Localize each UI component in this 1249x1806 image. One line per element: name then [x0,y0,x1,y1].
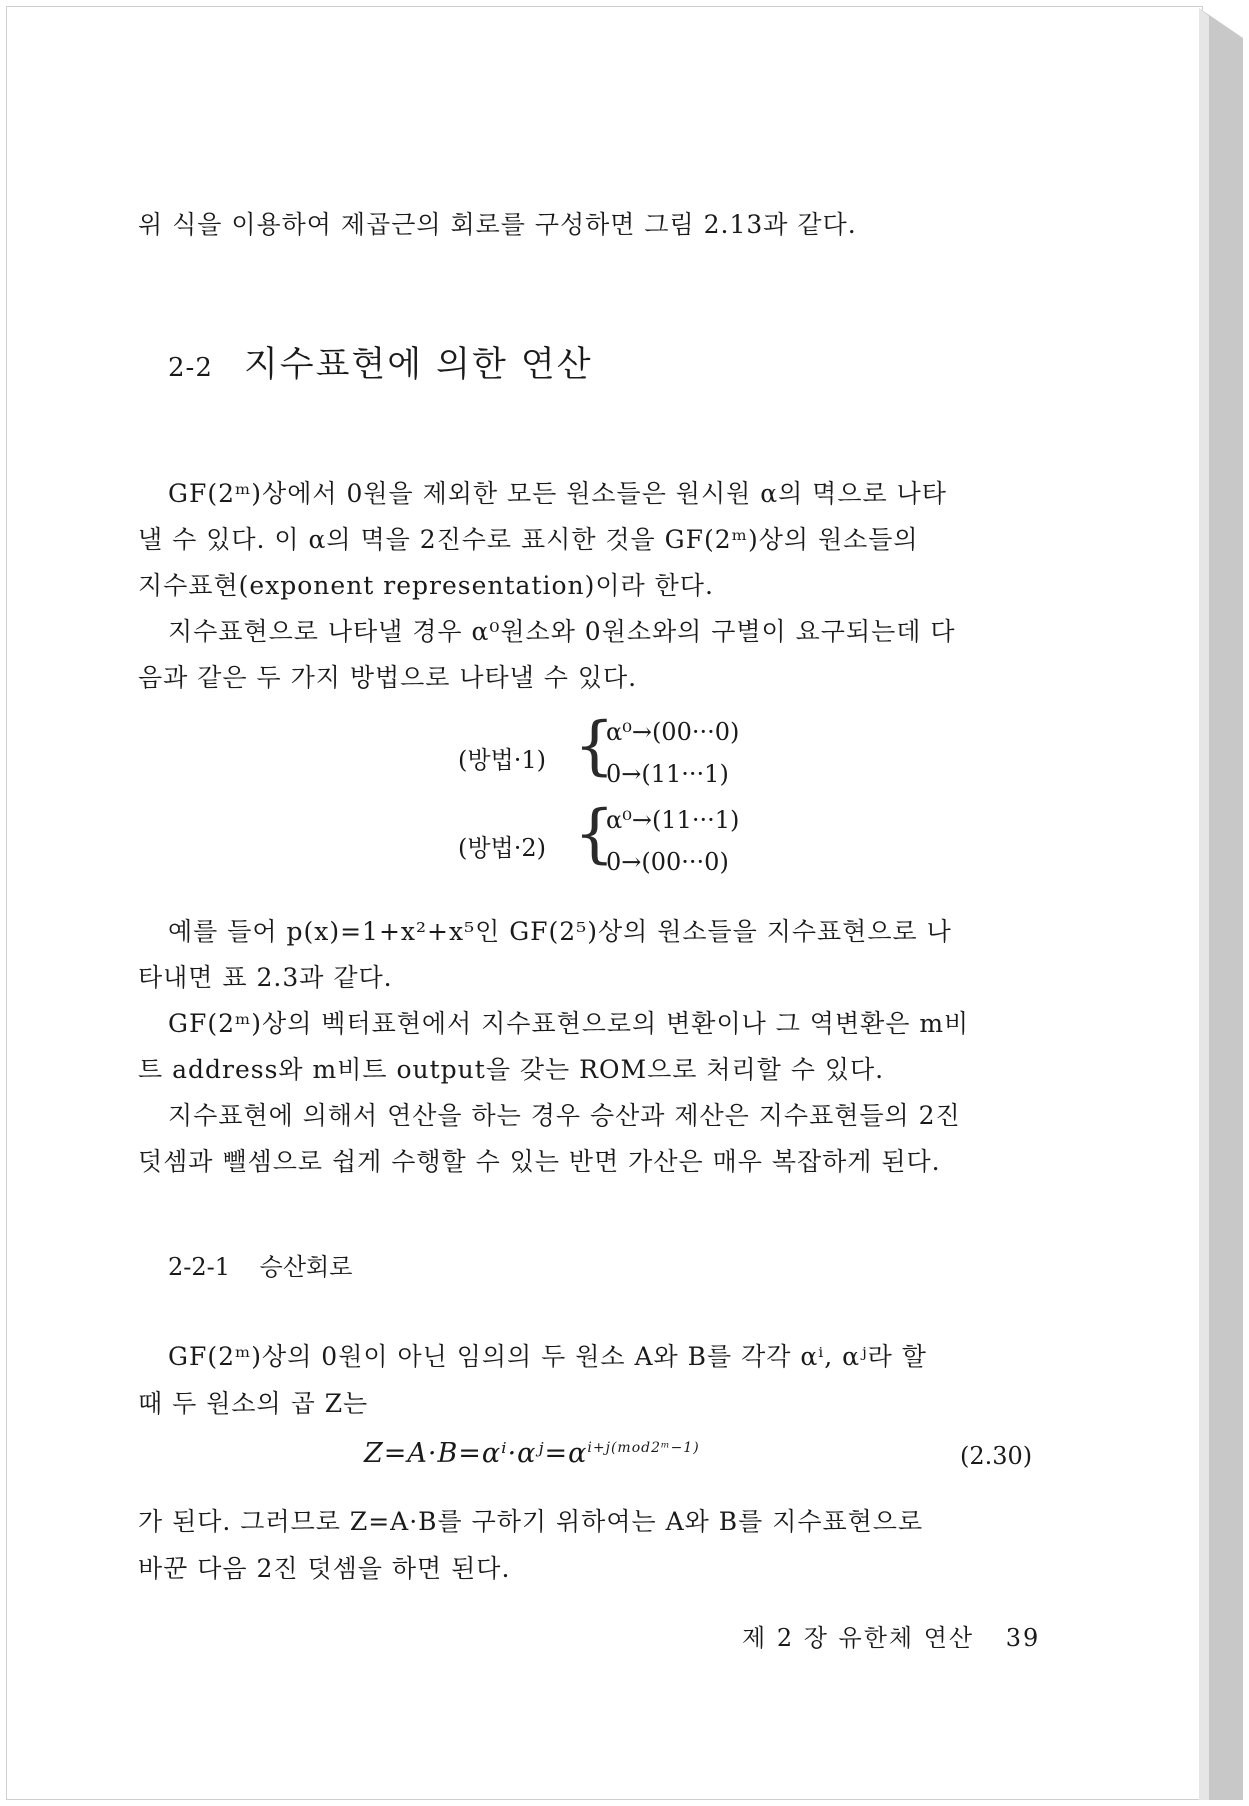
subsection-number: 2-2-1 [168,1253,231,1281]
chapter-title: 제 2 장 유한체 연산 [742,1624,975,1652]
paragraph-line: GF(2ᵐ)상의 0원이 아닌 임의의 두 원소 A와 B를 각각 αⁱ, αʲ라 할 [168,1342,927,1371]
paragraph-line: 지수표현에 의해서 연산을 하는 경우 승산과 제산은 지수표현들의 2진 [168,1101,961,1130]
method-label: (방법·1) [458,746,546,774]
paragraph-line: GF(2ᵐ)상의 벡터표현에서 지수표현으로의 변환이나 그 역변환은 m비 [168,1009,970,1038]
left-brace: { [574,709,615,783]
subsection-title: 승산회로 [259,1253,353,1281]
paragraph-line: 트 address와 m비트 output을 갖는 ROM으로 처리할 수 있다. [138,1055,885,1084]
method-line: 0→(11···1) [606,760,729,788]
equation [364,1438,700,1469]
method-line: α⁰→(00···0) [606,718,740,746]
paragraph-line: GF(2ᵐ)상에서 0원을 제외한 모든 원소들은 원시원 α의 멱으로 나타 [168,479,947,508]
paragraph-line: 지수표현으로 나타낼 경우 α⁰원소와 0원소와의 구별이 요구되는데 다 [168,617,956,646]
paragraph-line: 가 된다. 그러므로 Z=A·B를 구하기 위하여는 A와 B를 지수표현으로 [138,1507,924,1536]
paragraph-line: 낼 수 있다. 이 α의 멱을 2진수로 표시한 것을 GF(2ᵐ)상의 원소들의 [138,525,919,554]
method-line: 0→(00···0) [606,848,729,876]
paragraph-line: 지수표현(exponent representation)이라 한다. [138,571,714,600]
paragraph-line: 예를 들어 p(x)=1+x²+x⁵인 GF(2⁵)상의 원소들을 지수표현으로 나 [168,917,952,946]
paragraph-line: 때 두 원소의 곱 Z는 [138,1389,369,1418]
equation-exponent: i+j(mod2ᵐ−1) [587,1440,700,1456]
section-title: 지수표현에 의한 연산 [243,345,593,385]
page-edge-shadow [1199,8,1243,1800]
method-line: α⁰→(11···1) [606,806,740,834]
paragraph-line: 덧셈과 뺄셈으로 쉽게 수행할 수 있는 반면 가산은 매우 복잡하게 된다. [138,1147,941,1176]
page-number: 39 [1005,1624,1041,1652]
footer [742,1618,1040,1653]
equation-number: (2.30) [960,1442,1033,1470]
paragraph-line: 타내면 표 2.3과 같다. [138,963,393,992]
subsection-heading [168,1247,352,1282]
equation-body: Z=A·B=αⁱ·αʲ=α [364,1438,588,1469]
method-label: (방법·2) [458,834,546,862]
section-heading [168,337,593,387]
paragraph-line: 음과 같은 두 가지 방법으로 나타낼 수 있다. [138,663,638,692]
section-number: 2-2 [168,353,213,383]
intro-text: 위 식을 이용하여 제곱근의 회로를 구성하면 그림 2.13과 같다. [138,210,857,239]
left-brace: { [574,797,615,871]
paragraph-line: 바꾼 다음 2진 덧셈을 하면 된다. [138,1554,511,1583]
